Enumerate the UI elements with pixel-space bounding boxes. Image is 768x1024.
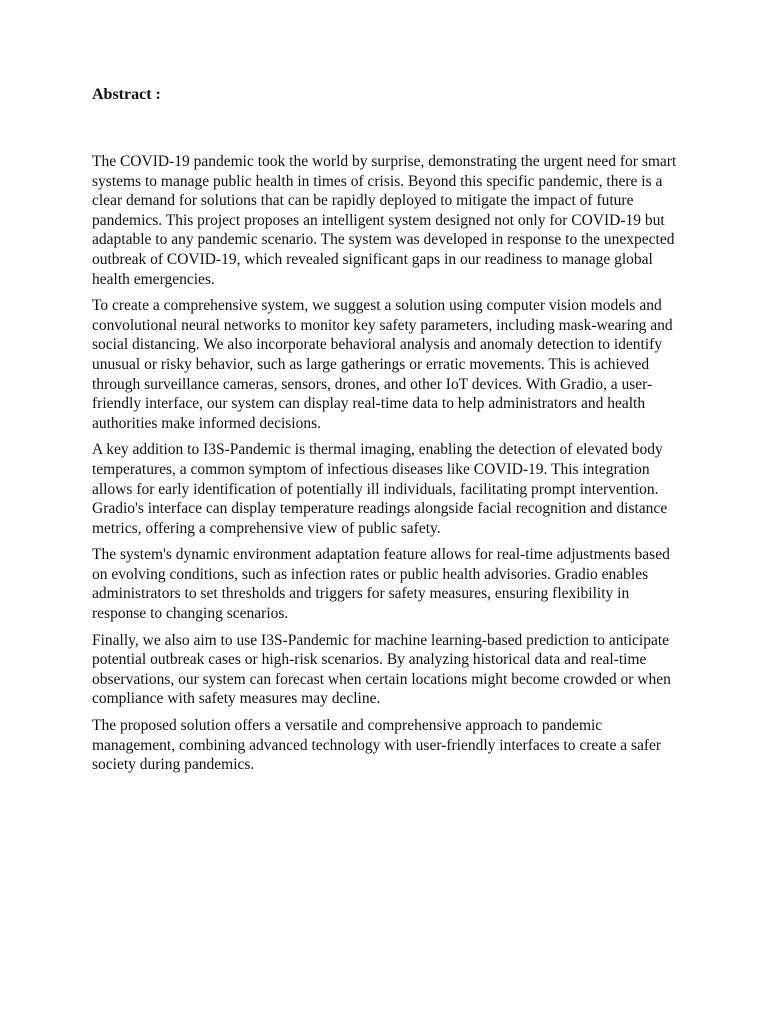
paragraph-prediction: Finally, we also aim to use I3S-Pandemic for machine learning-based prediction to anticipate potential outbreak cases or high-risk scenarios. By analyzing historical data and real-time observations, our system can forecast when certain locations might become crowded or when compliance with safety measures may decline. [92, 631, 671, 708]
paragraph-solution: To create a comprehensive system, we suggest a solution using computer vision models and convolutional neural networks to monitor key safety parameters, including mask-wearing and social distancing. We also incorporate behavioral analysis and anomaly detection to identify unusual or risky behavior, such as large gatherings or erratic movements. This is achieved through surveillance cameras, sensors, drones, and other IoT devices. With Gradio, a user-friendly interface, our system can display real-time data to help administrators and health authorities make informed decisions. [92, 297, 673, 432]
paragraph-intro: The COVID-19 pandemic took the world by surprise, demonstrating the urgent need for smart systems to manage public health in times of crisis. Beyond this specific pandemic, there is a clear demand for solutions that can be rapidly deployed to mitigate the impact of future pandemics. This project proposes an intelligent system designed not only for COVID-19 but adaptable to any pandemic scenario. The system was developed in response to the unexpected outbreak of COVID-19, which revealed significant gaps in our readiness to manage global health emergencies. [92, 153, 677, 288]
paragraph-thermal-imaging: A key addition to I3S-Pandemic is thermal imaging, enabling the detection of elevated body temperatures, a common symptom of infectious diseases like COVID-19. This integration allows for early identification of potentially ill individuals, facilitating prompt intervention. Gradio's interface can display temperature readings alongside facial recognition and distance metrics, offering a comprehensive view of public safety. [92, 441, 668, 537]
paragraph-conclusion: The proposed solution offers a versatile and comprehensive approach to pandemic management, combining advanced technology with user-friendly interfaces to create a safer society during pandemics. [92, 717, 662, 774]
document-page [92, 84, 678, 782]
paragraph-adaptation: The system's dynamic environment adaptation feature allows for real-time adjustments based on evolving conditions, such as infection rates or public health advisories. Gradio enables administrators to set thresholds and triggers for safety measures, ensuring flexibility in response to changing scenarios. [92, 546, 670, 623]
abstract-body [92, 152, 678, 775]
abstract-heading: Abstract : [92, 86, 161, 103]
